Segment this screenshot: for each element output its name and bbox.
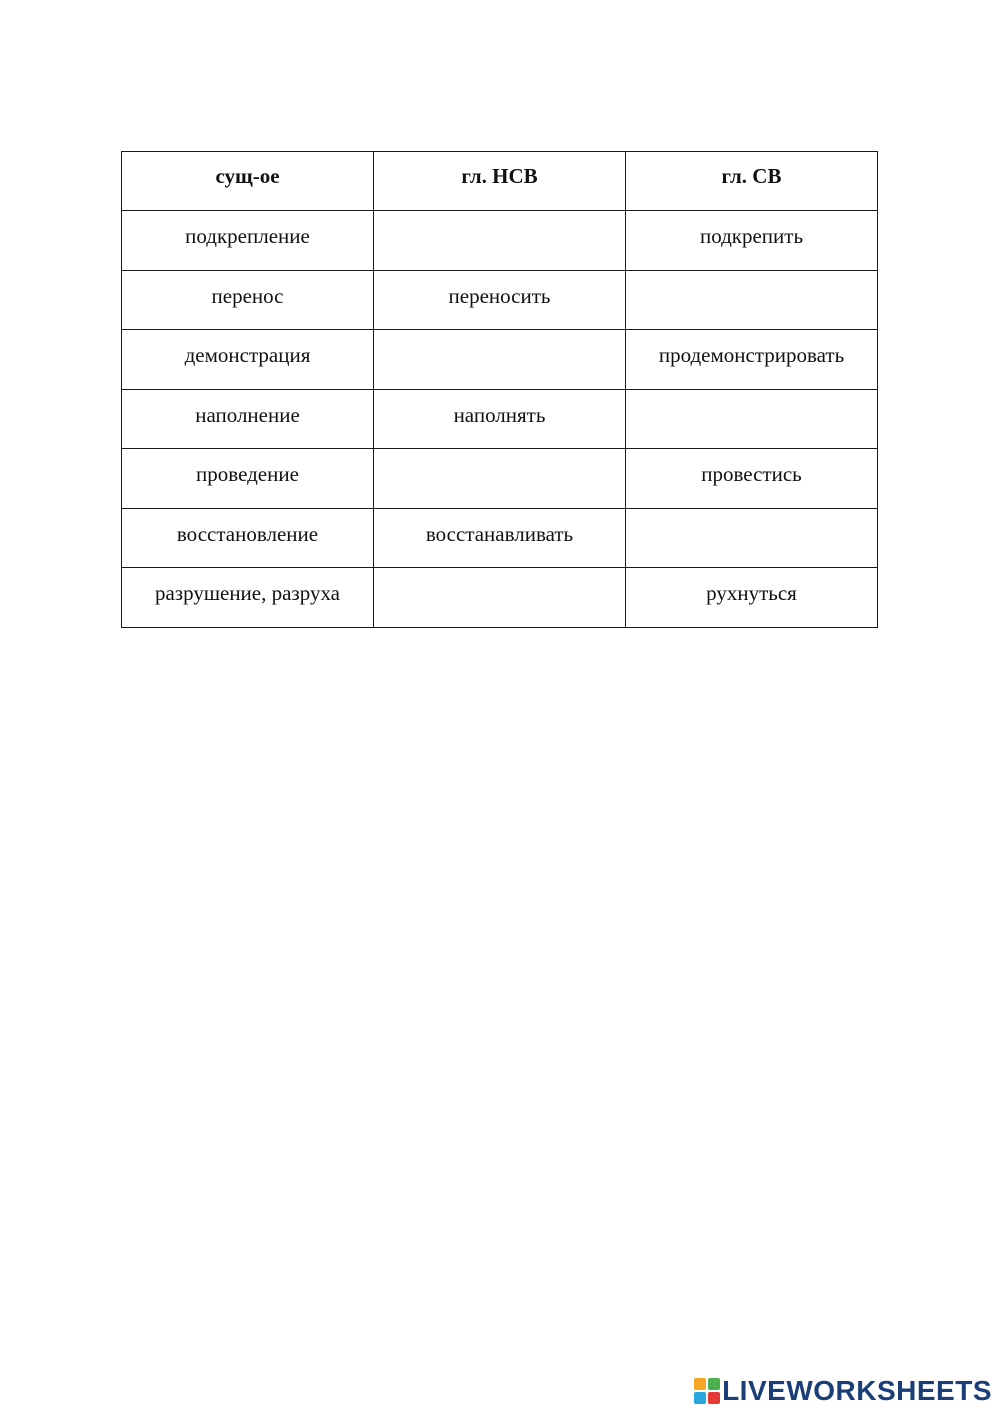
perfective-verb-cell: продемонстрировать: [626, 330, 878, 390]
worksheet-table: [121, 151, 878, 628]
header-perfective-verb: гл. СВ: [626, 152, 878, 211]
perfective-verb-cell: провестись: [626, 449, 878, 509]
logo-square-3: [694, 1392, 706, 1404]
imperfective-verb-cell[interactable]: [374, 330, 626, 390]
noun-cell: проведение: [122, 449, 374, 509]
liveworksheets-brand: [694, 1375, 992, 1407]
logo-square-2: [708, 1378, 720, 1390]
noun-cell: демонстрация: [122, 330, 374, 390]
logo-square-4: [708, 1392, 720, 1404]
table-row: [122, 330, 878, 390]
liveworksheets-logo-icon: [694, 1378, 720, 1404]
logo-square-1: [694, 1378, 706, 1390]
imperfective-verb-cell[interactable]: [374, 211, 626, 271]
table-header-row: [122, 152, 878, 211]
noun-cell: восстановление: [122, 508, 374, 568]
noun-cell: подкрепление: [122, 211, 374, 271]
header-imperfective-verb: гл. НСВ: [374, 152, 626, 211]
noun-cell: наполнение: [122, 389, 374, 449]
table-row: [122, 568, 878, 628]
perfective-verb-cell[interactable]: [626, 508, 878, 568]
perfective-verb-cell[interactable]: [626, 270, 878, 330]
imperfective-verb-cell: восстанавливать: [374, 508, 626, 568]
table-row: [122, 449, 878, 509]
table-row: [122, 389, 878, 449]
perfective-verb-cell: рухнуться: [626, 568, 878, 628]
imperfective-verb-cell: переносить: [374, 270, 626, 330]
header-noun: сущ-ое: [122, 152, 374, 211]
brand-text: LIVEWORKSHEETS: [722, 1375, 992, 1406]
noun-cell: разрушение, разруха: [122, 568, 374, 628]
table-row: [122, 211, 878, 271]
imperfective-verb-cell[interactable]: [374, 449, 626, 509]
table-row: [122, 270, 878, 330]
imperfective-verb-cell[interactable]: [374, 568, 626, 628]
table-body: [122, 211, 878, 628]
noun-cell: перенос: [122, 270, 374, 330]
imperfective-verb-cell: наполнять: [374, 389, 626, 449]
table-row: [122, 508, 878, 568]
perfective-verb-cell: подкрепить: [626, 211, 878, 271]
perfective-verb-cell[interactable]: [626, 389, 878, 449]
